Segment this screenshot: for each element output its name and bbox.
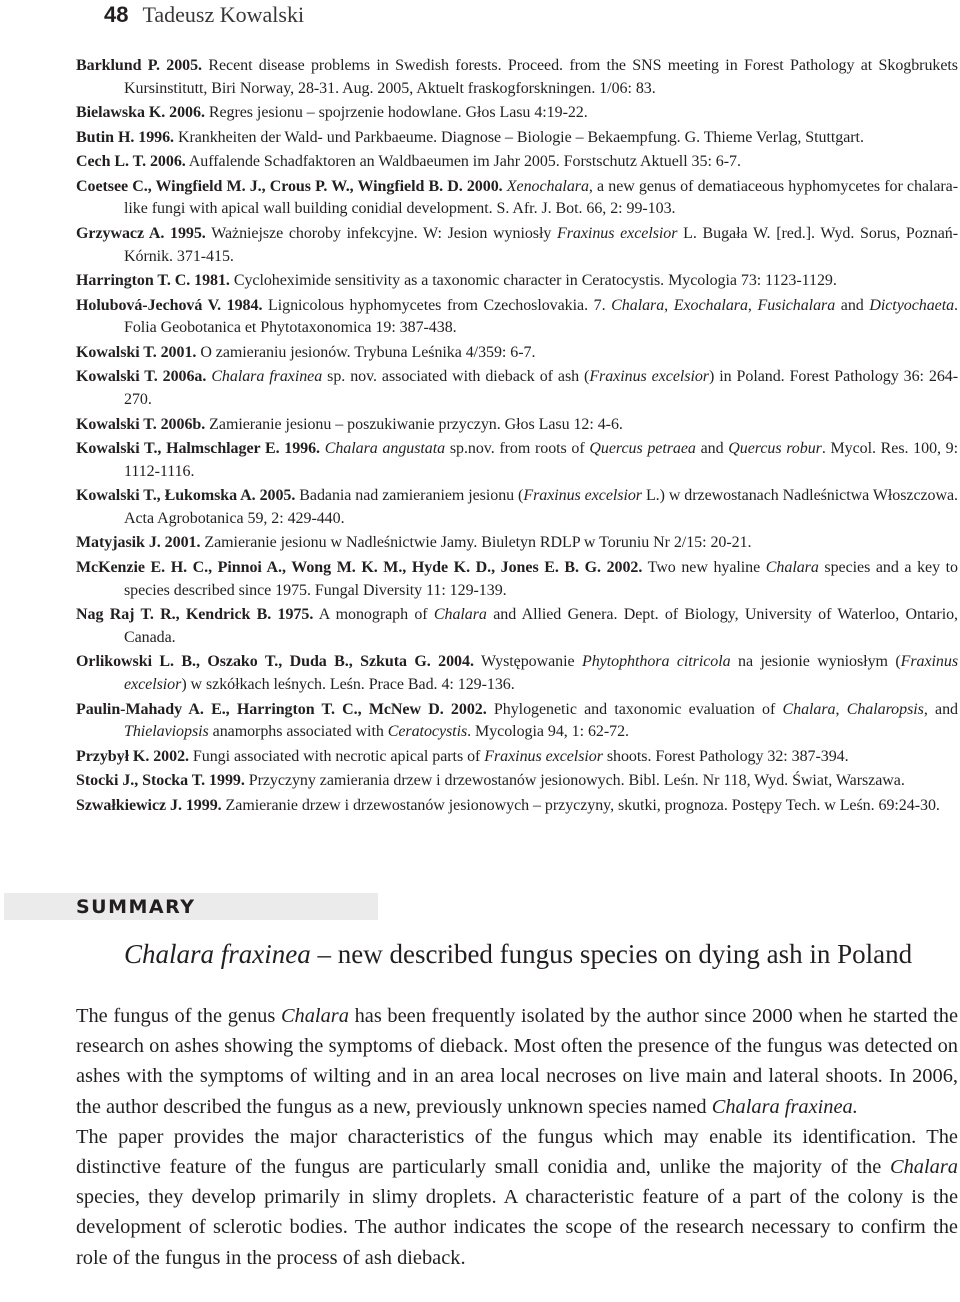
text-run: sp. nov. associated with dieback of ash ( xyxy=(322,368,590,386)
text-run: Badania nad zamieraniem jesionu ( xyxy=(295,487,524,505)
reference-authors: Szwałkiewicz J. 1999. xyxy=(76,796,222,814)
italic-term: Chalara fraxinea. xyxy=(711,1095,858,1118)
text-run: . Mycol. Res. 100, 9: 1112-1116. xyxy=(124,440,959,480)
text-run: Lignicolous hyphomycetes from Czechoslovakia. 7. xyxy=(262,296,612,314)
text-run: species and a key to species described since 1975. Fungal Diversity 11: 129-139. xyxy=(124,558,959,599)
text-run: sp.nov. from roots of xyxy=(445,440,590,458)
italic-term: Xenochalara xyxy=(506,177,589,195)
text-run: Zamieranie jesionu – poszukiwanie przyczyn. Głos Lasu 12: 4-6. xyxy=(205,415,623,433)
italic-term: Quercus petraea xyxy=(589,440,696,458)
text-run: Regres jesionu – spojrzenie hodowlane. Głos Lasu 4:19-22. xyxy=(204,104,588,122)
reference-entry xyxy=(76,651,958,696)
reference-entry xyxy=(76,342,958,365)
reference-entry xyxy=(76,699,958,744)
text-run: ) in Poland. Forest Pathology 36: 264-270. xyxy=(124,368,959,409)
reference-entry xyxy=(76,770,958,793)
reference-entry xyxy=(76,485,958,530)
reference-authors: Kowalski T. 2006b. xyxy=(76,415,206,433)
text-run: , xyxy=(664,296,674,314)
text-run: , xyxy=(835,700,847,718)
text-run: . Folia Geobotanica et Phytotaxonomica 19: 387-438. xyxy=(124,296,958,337)
text-run: and Allied Genera. Dept. of Biology, University of Waterloo, Ontario, Canada. xyxy=(124,606,958,646)
text-run: A monograph of xyxy=(313,606,434,624)
italic-term: Chalara angustata xyxy=(324,440,446,458)
reference-authors: Butin H. 1996. xyxy=(76,128,174,146)
reference-authors: Cech L. T. 2006. xyxy=(76,153,186,171)
text-run: The fungus of the genus xyxy=(76,1005,281,1027)
italic-term: Exochalara xyxy=(673,296,748,314)
italic-term: Chalara xyxy=(280,1005,349,1027)
summary-title-text: – new described fungus species on dying ash in Poland xyxy=(310,939,913,969)
italic-term: Thielaviopsis xyxy=(124,723,209,741)
text-run: Two new hyaline xyxy=(642,558,766,576)
text-run: Auffalende Schadfaktoren an Waldbaeumen im Jahr 2005. Forstschutz Aktuell 35: 6-7. xyxy=(185,153,741,171)
page-number: 48 xyxy=(104,2,129,27)
reference-entry xyxy=(76,295,958,340)
reference-entry xyxy=(76,746,958,769)
reference-entry xyxy=(76,270,958,293)
reference-authors: Przybył K. 2002. xyxy=(76,747,189,765)
italic-term: Phytophthora citricola xyxy=(582,653,731,671)
summary-heading: SUMMARY xyxy=(76,896,196,918)
reference-entry xyxy=(76,795,958,818)
text-run: Przyczyny zamierania drzew i drzewostanów jesionowych. Bibl. Leśn. Nr 118, Wyd. Świat, Warszawa. xyxy=(244,772,905,790)
reference-authors: Kowalski T., Halmschlager E. 1996. xyxy=(76,440,321,458)
reference-authors: Nag Raj T. R., Kendrick B. 1975. xyxy=(76,606,314,624)
reference-authors: Kowalski T. 2001. xyxy=(76,343,197,361)
italic-term: Fraxinus excelsior xyxy=(523,487,642,505)
reference-entry xyxy=(76,102,958,125)
text-run: Zamieranie jesionu w Nadleśnictwie Jamy. Biuletyn RDLP w Toruniu Nr 2/15: 20-21. xyxy=(200,534,752,552)
reference-authors: Coetsee C., Wingfield M. J., Crous P. W., Wingfield B. D. 2000. xyxy=(76,177,503,195)
summary-title xyxy=(124,936,912,972)
text-run: Phylogenetic and taxonomic evaluation of xyxy=(486,700,783,718)
text-run: Recent disease problems in Swedish forests. Proceed. from the SNS meeting in Forest Pathology at Skogbrukets Kursinstitutt, Biri Norway, 28-31. Aug. 2005, Aktuelt fraskogforskningen. 1/06: 83. xyxy=(124,57,958,97)
text-run: Fungi associated with necrotic apical parts of xyxy=(188,747,485,765)
reference-entry xyxy=(76,55,958,100)
italic-term: Chalara xyxy=(433,606,487,624)
text-run: , xyxy=(747,296,758,314)
text-run: species, they develop primarily in slimy droplets. A characteristic feature of a part of the colony is the development of sclerotic bodies. The author indicates the scope of the research necessary to confirm the role of the fungus in the process of ash dieback. xyxy=(76,1186,958,1269)
running-author: Tadeusz Kowalski xyxy=(142,2,305,27)
summary-body xyxy=(76,1001,958,1273)
italic-term: Fraxinus excelsior xyxy=(589,368,709,386)
reference-authors: Paulin-Mahady A. E., Harrington T. C., McNew D. 2002. xyxy=(76,700,487,718)
text-run: , and xyxy=(923,700,958,718)
text-run: Cycloheximide sensitivity as a taxonomic character in Ceratocystis. Mycologia 73: 1123-1129. xyxy=(229,272,837,290)
italic-term: Fraxinus excelsior xyxy=(124,653,958,694)
italic-term: Chalara fraxinea xyxy=(211,368,323,386)
text-run: Występowanie xyxy=(473,653,582,671)
text-run: L.) w drzewostanach Nadleśnictwa Włoszczowa. Acta Agrobotanica 59, 2: 429-440. xyxy=(124,487,958,527)
reference-authors: Barklund P. 2005. xyxy=(76,57,203,74)
summary-paragraph xyxy=(76,1122,958,1273)
running-header xyxy=(104,0,304,34)
reference-authors: McKenzie E. H. C., Pinnoi A., Wong M. K. M., Hyde K. D., Jones E. B. G. 2002. xyxy=(76,558,643,576)
reference-authors: Kowalski T., Łukomska A. 2005. xyxy=(76,487,296,505)
text-run: The paper provides the major characteristics of the fungus which may enable its identification. The distinctive feature of the fungus are particularly small conidia and, unlike the majority of the xyxy=(76,1125,958,1179)
reference-entry xyxy=(76,604,958,649)
italic-term: Chalara xyxy=(765,558,819,576)
italic-term: Chalara xyxy=(890,1156,958,1179)
reference-entry xyxy=(76,414,958,437)
reference-authors: Matyjasik J. 2001. xyxy=(76,534,201,552)
italic-term: Chalara xyxy=(782,700,836,718)
text-run: . Mycologia 94, 1: 62-72. xyxy=(467,723,630,741)
reference-list xyxy=(76,55,958,819)
reference-entry xyxy=(76,532,958,555)
italic-term: Fraxinus excelsior xyxy=(484,747,603,765)
reference-entry xyxy=(76,176,958,221)
reference-authors: Holubová-Jechová V. 1984. xyxy=(76,296,263,314)
text-run: Zamieranie drzew i drzewostanów jesionowych – przyczyny, skutki, prognoza. Postępy Tech. w Leśn. 69:24-30. xyxy=(221,796,940,814)
summary-paragraph xyxy=(76,1001,958,1122)
reference-authors: Bielawska K. 2006. xyxy=(76,104,205,122)
text-run: Ważniejsze choroby infekcyjne. W: Jesion wyniosły xyxy=(205,224,558,242)
reference-entry xyxy=(76,127,958,150)
reference-authors: Kowalski T. 2006a. xyxy=(76,368,207,386)
reference-entry xyxy=(76,366,958,411)
italic-term: Fusichalara xyxy=(757,296,836,314)
text-run: has been frequently isolated by the author since 2000 when he started the research on ashes showing the symptoms of dieback. Most often the presence of the fungus was detected on ashes with the symptoms of wilting and in an area local necroses on live main and lateral shoots. In 2006, the author described the fungus as a new, previously unknown species named xyxy=(76,1005,959,1118)
reference-entry xyxy=(76,223,958,268)
reference-authors: Orlikowski L. B., Oszako T., Duda B., Szkuta G. 2004. xyxy=(76,653,474,671)
italic-term: Chalara xyxy=(611,296,665,314)
reference-entry xyxy=(76,151,958,174)
text-run: and xyxy=(835,296,870,314)
text-run: and xyxy=(695,440,729,458)
reference-entry xyxy=(76,557,958,602)
reference-authors: Stocki J., Stocka T. 1999. xyxy=(76,772,245,790)
text-run: Krankheiten der Wald- und Parkbaeume. Diagnose – Biologie – Bekaempfung. G. Thieme Verlag, Stuttgart. xyxy=(174,128,864,146)
text-run: L. Bugała W. [red.]. Wyd. Sorus, Poznań-Kórnik. 371-415. xyxy=(124,224,958,265)
italic-term: Dictyochaeta xyxy=(869,296,955,314)
italic-term: Chalaropsis xyxy=(846,700,924,718)
text-run: , a new genus of dematiaceous hyphomycetes for chalara-like fungi with apical wall building conidial development. S. Afr. J. Bot. 66, 2: 99-103. xyxy=(124,177,959,218)
text-run: ) w szkółkach leśnych. Leśn. Prace Bad. 4: 129-136. xyxy=(181,676,515,694)
text-run: shoots. Forest Pathology 32: 387-394. xyxy=(602,747,849,765)
summary-title-species: Chalara fraxinea xyxy=(124,939,311,969)
reference-authors: Harrington T. C. 1981. xyxy=(76,272,230,290)
text-run: O zamieraniu jesionów. Trybuna Leśnika 4/359: 6-7. xyxy=(196,343,536,361)
reference-entry xyxy=(76,438,958,483)
reference-authors: Grzywacz A. 1995. xyxy=(76,224,206,242)
italic-term: Ceratocystis xyxy=(387,723,468,741)
italic-term: Fraxinus excelsior xyxy=(557,224,678,242)
text-run: anamorphs associated with xyxy=(208,723,388,741)
italic-term: Quercus robur xyxy=(728,440,822,458)
text-run: na jesionie wyniosłym ( xyxy=(730,653,901,671)
